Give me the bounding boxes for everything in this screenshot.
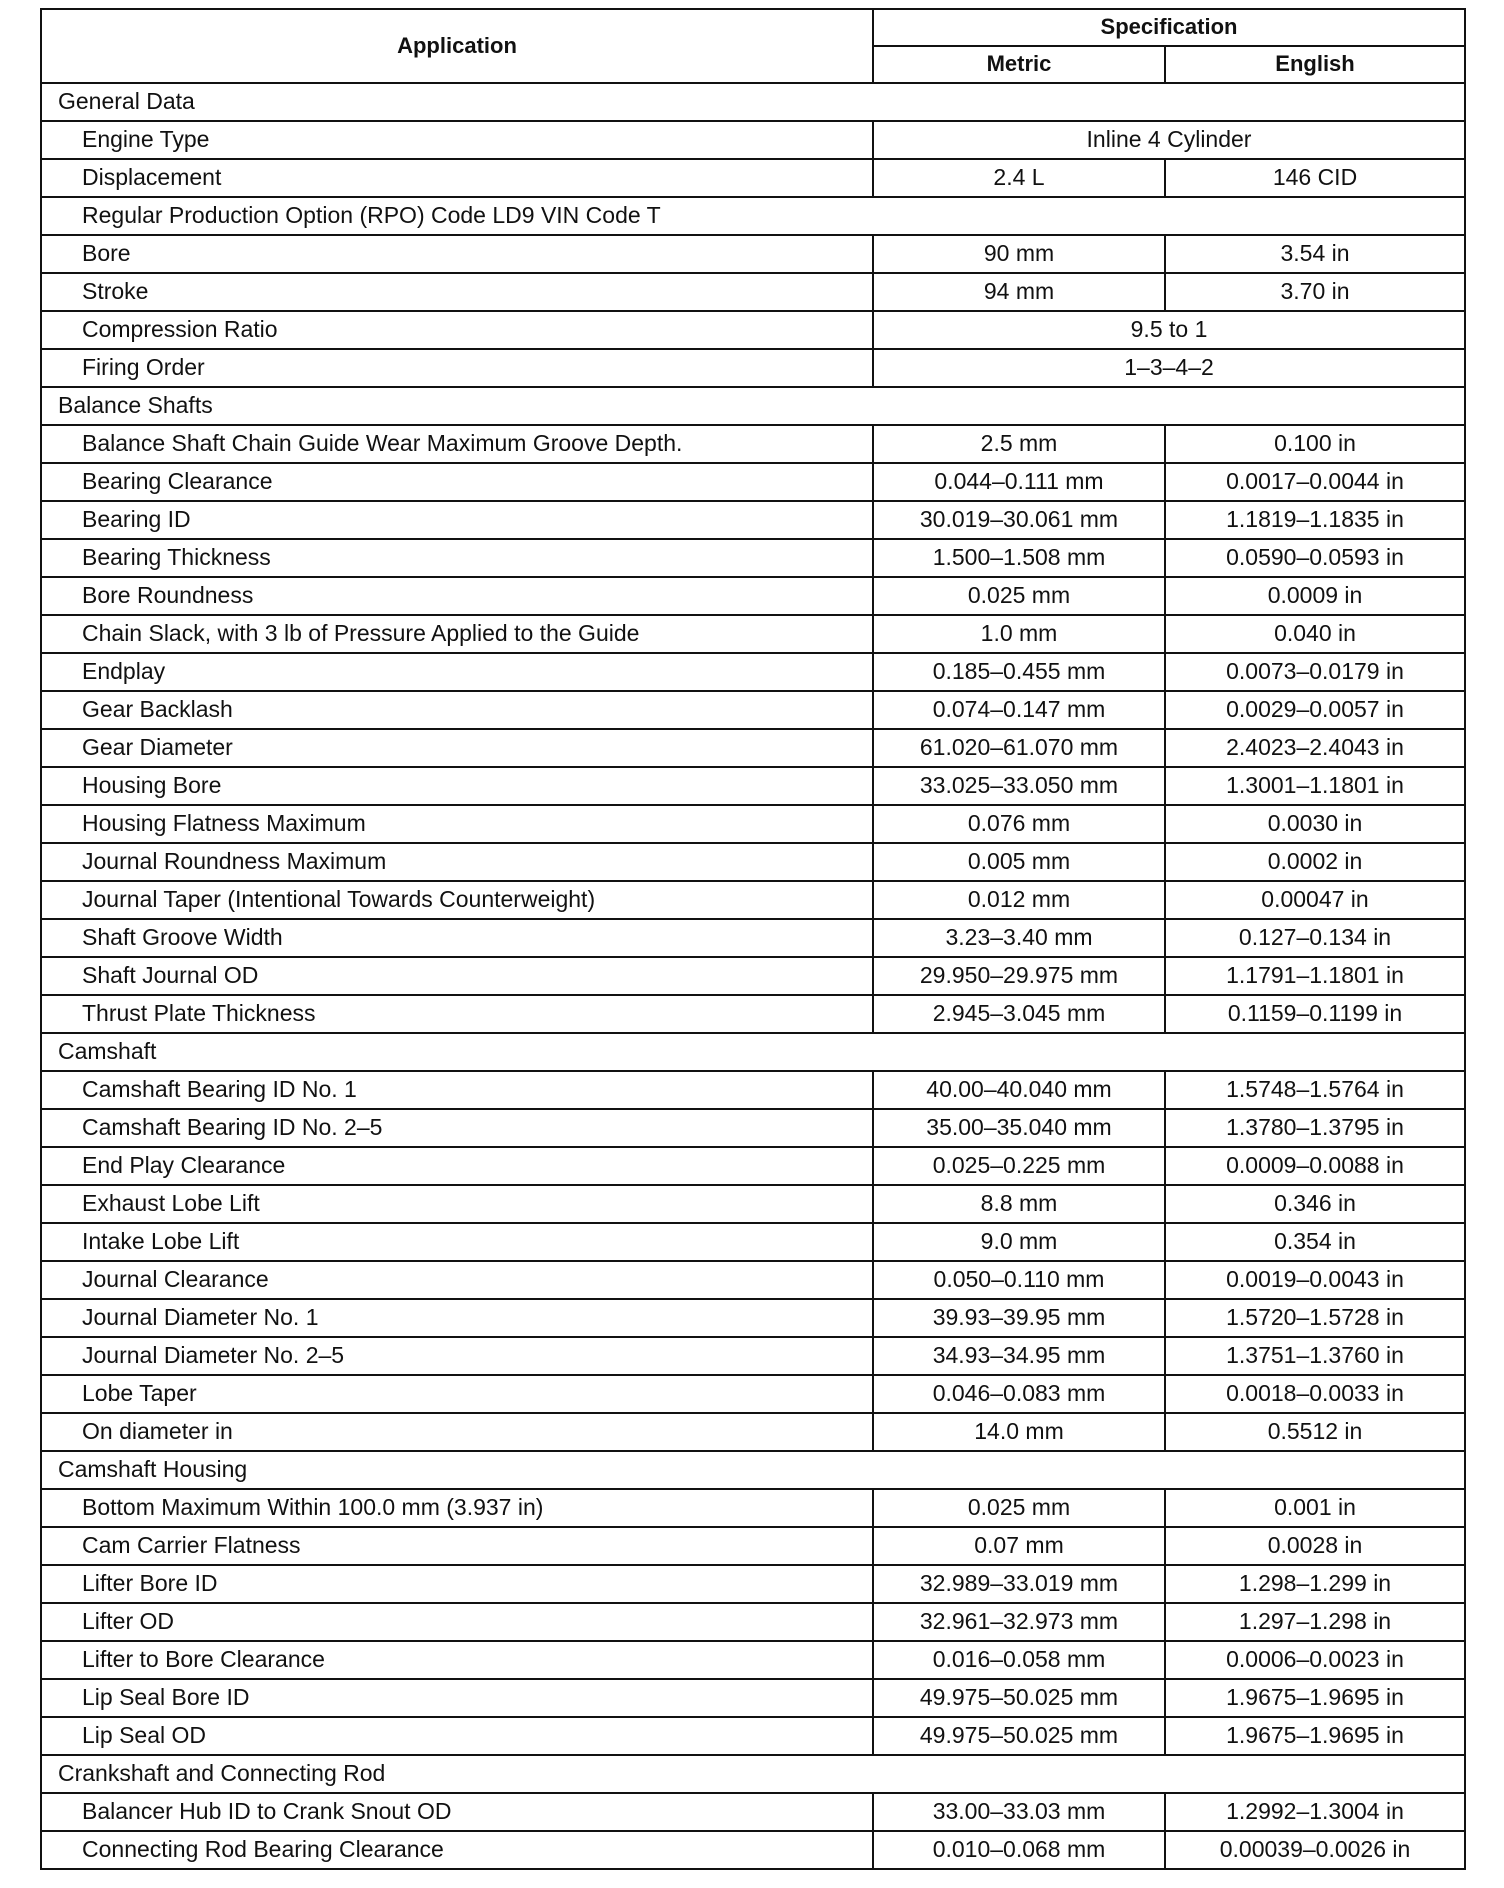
metric-cell: 0.025 mm	[873, 1489, 1165, 1527]
application-cell: Lobe Taper	[41, 1375, 873, 1413]
application-cell: On diameter in	[41, 1413, 873, 1451]
application-cell: Lip Seal OD	[41, 1717, 873, 1755]
metric-cell: 33.00–33.03 mm	[873, 1793, 1165, 1831]
metric-cell: 0.074–0.147 mm	[873, 691, 1165, 729]
section-header-row	[41, 1033, 1465, 1071]
application-cell: Engine Type	[41, 121, 873, 159]
metric-cell: 0.046–0.083 mm	[873, 1375, 1165, 1413]
english-cell: 1.9675–1.9695 in	[1165, 1679, 1465, 1717]
metric-cell: 49.975–50.025 mm	[873, 1679, 1165, 1717]
application-cell: Bearing Thickness	[41, 539, 873, 577]
english-cell: 0.354 in	[1165, 1223, 1465, 1261]
table-row	[41, 1717, 1465, 1755]
table-row	[41, 1147, 1465, 1185]
application-cell: Journal Diameter No. 1	[41, 1299, 873, 1337]
application-cell: Regular Production Option (RPO) Code LD9 VIN Code T	[41, 197, 1465, 235]
metric-cell: 9.0 mm	[873, 1223, 1165, 1261]
application-cell: Displacement	[41, 159, 873, 197]
application-cell: Journal Roundness Maximum	[41, 843, 873, 881]
table-row	[41, 957, 1465, 995]
english-cell: 0.5512 in	[1165, 1413, 1465, 1451]
english-cell: 0.0590–0.0593 in	[1165, 539, 1465, 577]
table-row	[41, 1299, 1465, 1337]
metric-cell: 2.5 mm	[873, 425, 1165, 463]
english-cell: 1.9675–1.9695 in	[1165, 1717, 1465, 1755]
metric-cell: 2.4 L	[873, 159, 1165, 197]
metric-cell: 0.050–0.110 mm	[873, 1261, 1165, 1299]
metric-cell: 90 mm	[873, 235, 1165, 273]
application-cell: Camshaft Bearing ID No. 2–5	[41, 1109, 873, 1147]
english-cell: 0.00047 in	[1165, 881, 1465, 919]
metric-cell: 2.945–3.045 mm	[873, 995, 1165, 1033]
section-title: General Data	[41, 83, 1465, 121]
english-cell: 1.297–1.298 in	[1165, 1603, 1465, 1641]
application-cell: Cam Carrier Flatness	[41, 1527, 873, 1565]
table-row	[41, 1641, 1465, 1679]
table-row	[41, 805, 1465, 843]
table-row	[41, 501, 1465, 539]
table-row	[41, 919, 1465, 957]
application-cell: Camshaft Bearing ID No. 1	[41, 1071, 873, 1109]
spec-table	[40, 8, 1466, 1870]
application-cell: Gear Diameter	[41, 729, 873, 767]
section-title: Camshaft	[41, 1033, 1465, 1071]
application-cell: Bearing ID	[41, 501, 873, 539]
metric-cell: 0.025 mm	[873, 577, 1165, 615]
application-cell: Firing Order	[41, 349, 873, 387]
table-header	[41, 9, 1465, 83]
metric-cell: 0.185–0.455 mm	[873, 653, 1165, 691]
application-cell: Lifter Bore ID	[41, 1565, 873, 1603]
application-cell: Housing Bore	[41, 767, 873, 805]
metric-cell: 33.025–33.050 mm	[873, 767, 1165, 805]
application-cell: Gear Backlash	[41, 691, 873, 729]
table-row	[41, 1337, 1465, 1375]
table-row	[41, 1793, 1465, 1831]
table-row	[41, 1413, 1465, 1451]
table-row	[41, 1565, 1465, 1603]
table-row	[41, 159, 1465, 197]
application-cell: Intake Lobe Lift	[41, 1223, 873, 1261]
metric-cell: 0.044–0.111 mm	[873, 463, 1165, 501]
table-body	[41, 83, 1465, 1869]
english-cell: 1.2992–1.3004 in	[1165, 1793, 1465, 1831]
table-row	[41, 1223, 1465, 1261]
table-row	[41, 995, 1465, 1033]
metric-cell: 32.989–33.019 mm	[873, 1565, 1165, 1603]
english-cell: 0.0009 in	[1165, 577, 1465, 615]
table-row	[41, 691, 1465, 729]
metric-cell: 0.010–0.068 mm	[873, 1831, 1165, 1869]
english-cell: 0.040 in	[1165, 615, 1465, 653]
english-cell: 1.298–1.299 in	[1165, 1565, 1465, 1603]
table-row	[41, 121, 1465, 159]
metric-cell: 61.020–61.070 mm	[873, 729, 1165, 767]
table-row	[41, 349, 1465, 387]
metric-cell: 49.975–50.025 mm	[873, 1717, 1165, 1755]
metric-cell: 29.950–29.975 mm	[873, 957, 1165, 995]
metric-cell: 0.012 mm	[873, 881, 1165, 919]
application-cell: Journal Taper (Intentional Towards Counterweight)	[41, 881, 873, 919]
application-cell: Journal Clearance	[41, 1261, 873, 1299]
section-header-row	[41, 387, 1465, 425]
english-cell: 146 CID	[1165, 159, 1465, 197]
english-cell: 0.0009–0.0088 in	[1165, 1147, 1465, 1185]
english-cell: 0.0019–0.0043 in	[1165, 1261, 1465, 1299]
metric-cell: 0.076 mm	[873, 805, 1165, 843]
english-cell: 0.00039–0.0026 in	[1165, 1831, 1465, 1869]
table-row	[41, 425, 1465, 463]
table-row	[41, 767, 1465, 805]
application-cell: Bottom Maximum Within 100.0 mm (3.937 in)	[41, 1489, 873, 1527]
english-cell: 0.0017–0.0044 in	[1165, 463, 1465, 501]
metric-cell: 8.8 mm	[873, 1185, 1165, 1223]
application-cell: End Play Clearance	[41, 1147, 873, 1185]
english-cell: 1.3751–1.3760 in	[1165, 1337, 1465, 1375]
section-header-row	[41, 83, 1465, 121]
application-cell: Housing Flatness Maximum	[41, 805, 873, 843]
specification-header: Specification	[873, 9, 1465, 46]
application-cell: Lip Seal Bore ID	[41, 1679, 873, 1717]
application-cell: Bore	[41, 235, 873, 273]
application-cell: Compression Ratio	[41, 311, 873, 349]
application-cell: Endplay	[41, 653, 873, 691]
table-row	[41, 463, 1465, 501]
metric-cell: 40.00–40.040 mm	[873, 1071, 1165, 1109]
english-cell: 0.0028 in	[1165, 1527, 1465, 1565]
english-cell: 3.70 in	[1165, 273, 1465, 311]
application-cell: Shaft Journal OD	[41, 957, 873, 995]
english-cell: 0.0018–0.0033 in	[1165, 1375, 1465, 1413]
application-cell: Balance Shaft Chain Guide Wear Maximum Groove Depth.	[41, 425, 873, 463]
table-row	[41, 539, 1465, 577]
english-cell: 0.346 in	[1165, 1185, 1465, 1223]
metric-cell: 39.93–39.95 mm	[873, 1299, 1165, 1337]
table-row	[41, 615, 1465, 653]
table-row	[41, 1185, 1465, 1223]
table-row	[41, 1375, 1465, 1413]
metric-cell: 35.00–35.040 mm	[873, 1109, 1165, 1147]
metric-cell: 0.07 mm	[873, 1527, 1165, 1565]
table-row	[41, 1679, 1465, 1717]
table-row	[41, 843, 1465, 881]
application-cell: Thrust Plate Thickness	[41, 995, 873, 1033]
english-cell: 0.0073–0.0179 in	[1165, 653, 1465, 691]
english-cell: 3.54 in	[1165, 235, 1465, 273]
metric-cell: 0.016–0.058 mm	[873, 1641, 1165, 1679]
section-title: Camshaft Housing	[41, 1451, 1465, 1489]
application-cell: Lifter to Bore Clearance	[41, 1641, 873, 1679]
metric-cell: 32.961–32.973 mm	[873, 1603, 1165, 1641]
table-row	[41, 1831, 1465, 1869]
application-cell: Journal Diameter No. 2–5	[41, 1337, 873, 1375]
metric-cell: 14.0 mm	[873, 1413, 1165, 1451]
english-cell: 1.3780–1.3795 in	[1165, 1109, 1465, 1147]
english-cell: 1.5748–1.5764 in	[1165, 1071, 1465, 1109]
english-cell: 0.100 in	[1165, 425, 1465, 463]
metric-cell: 0.025–0.225 mm	[873, 1147, 1165, 1185]
english-cell: 0.0002 in	[1165, 843, 1465, 881]
table-row	[41, 311, 1465, 349]
section-header-row	[41, 1451, 1465, 1489]
table-row	[41, 1109, 1465, 1147]
metric-cell: 30.019–30.061 mm	[873, 501, 1165, 539]
english-cell: 1.5720–1.5728 in	[1165, 1299, 1465, 1337]
metric-cell: 1.0 mm	[873, 615, 1165, 653]
english-cell: 0.0030 in	[1165, 805, 1465, 843]
application-cell: Shaft Groove Width	[41, 919, 873, 957]
section-title: Crankshaft and Connecting Rod	[41, 1755, 1465, 1793]
table-row	[41, 653, 1465, 691]
table-row	[41, 197, 1465, 235]
table-row	[41, 729, 1465, 767]
english-cell: 1.1819–1.1835 in	[1165, 501, 1465, 539]
table-row	[41, 577, 1465, 615]
table-row	[41, 1489, 1465, 1527]
application-cell: Chain Slack, with 3 lb of Pressure Applied to the Guide	[41, 615, 873, 653]
application-header: Application	[41, 9, 873, 83]
section-header-row	[41, 1755, 1465, 1793]
table-row	[41, 1261, 1465, 1299]
english-cell: 0.1159–0.1199 in	[1165, 995, 1465, 1033]
table-row	[41, 1071, 1465, 1109]
section-title: Balance Shafts	[41, 387, 1465, 425]
english-cell: 1.3001–1.1801 in	[1165, 767, 1465, 805]
english-cell: 2.4023–2.4043 in	[1165, 729, 1465, 767]
english-cell: 0.0006–0.0023 in	[1165, 1641, 1465, 1679]
metric-cell: 1.500–1.508 mm	[873, 539, 1165, 577]
application-cell: Stroke	[41, 273, 873, 311]
spec-value-cell: Inline 4 Cylinder	[873, 121, 1465, 159]
spec-value-cell: 1–3–4–2	[873, 349, 1465, 387]
table-row	[41, 881, 1465, 919]
table-row	[41, 273, 1465, 311]
application-cell: Exhaust Lobe Lift	[41, 1185, 873, 1223]
english-cell: 0.001 in	[1165, 1489, 1465, 1527]
spec-value-cell: 9.5 to 1	[873, 311, 1465, 349]
english-cell: 0.127–0.134 in	[1165, 919, 1465, 957]
english-cell: 0.0029–0.0057 in	[1165, 691, 1465, 729]
english-header: English	[1165, 46, 1465, 83]
table-row	[41, 235, 1465, 273]
metric-cell: 0.005 mm	[873, 843, 1165, 881]
metric-cell: 3.23–3.40 mm	[873, 919, 1165, 957]
application-cell: Bearing Clearance	[41, 463, 873, 501]
application-cell: Connecting Rod Bearing Clearance	[41, 1831, 873, 1869]
metric-cell: 34.93–34.95 mm	[873, 1337, 1165, 1375]
header-row-1	[41, 9, 1465, 46]
application-cell: Lifter OD	[41, 1603, 873, 1641]
metric-header: Metric	[873, 46, 1165, 83]
table-row	[41, 1527, 1465, 1565]
table-row	[41, 1603, 1465, 1641]
application-cell: Bore Roundness	[41, 577, 873, 615]
english-cell: 1.1791–1.1801 in	[1165, 957, 1465, 995]
metric-cell: 94 mm	[873, 273, 1165, 311]
application-cell: Balancer Hub ID to Crank Snout OD	[41, 1793, 873, 1831]
